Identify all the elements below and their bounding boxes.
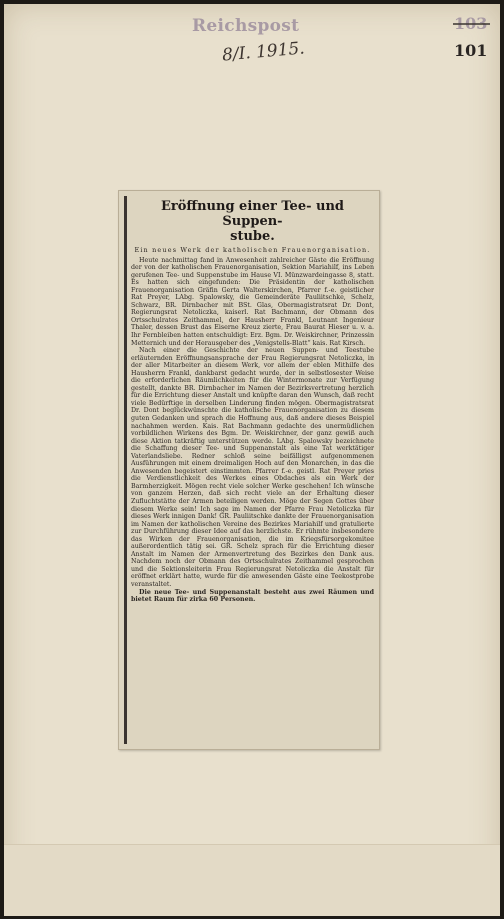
headline-line-1: Eröffnung einer Tee- und Suppen- [160,199,344,229]
crossed-page-number-text: 103 [454,14,488,33]
newspaper-clipping [118,190,380,750]
article [131,195,374,745]
article-paragraph: Heute nachmittag fand in Anwesenheit zahlreicher Gäste die Eröffnung der von der katholischen Frauenorganisation, Sektion Mariahilf, ins Leben gerufenen Tee- und Suppenstube im Hause VI. Münzwardeingasse 8, statt. Es hatten sich eingefunden: Die Präsidentin der katholischen Frauenorganisation Gräfin Gerta Walterskirchen, Pfarrer f.-e. geistlicher Rat Preyer, LAbg. Spalowsky, die Gemeinderäte Pauliitschke, Schelz, Schwarz, BR. Dirnbacher mit BSt. Glas, Obermagistratsrat Dr. Dont, Regierungsrat Netoliczka, kaiserl. Rat Bachmann, der Obmann des Ortsschulrates Zeithammel, der Hausherr Frankl, Leutnant Ingenieur Thaler, dessen Brust das Eiserne Kreuz zierte, Frau Baurat Hieser u. v. a. Ihr Fernbleiben hatten entschuldigt: Erz. Bgm. Dr. Weiskirchner, Prinzessin Metternich und der Herausgeber des „Venigstells-Blatt“ kais. Rat Kirsch. [131,256,374,347]
archive-page [4,4,500,915]
article-subhead: Ein neues Werk der katholischen Frauenorganisation. [134,246,371,254]
strike-through-mark [453,21,491,27]
article-paragraph: Nach einer die Geschichte der neuen Suppen- und Teestube erläuternden Eröffnungsansprache der Frau Regierungsrat Netoliczka, in der aller Mitarbeiter an diesem Werk, vor allem der eblen Mithilfe des Hausherrn Frankl, dankbarst gedacht wurde, der in selbstlosester Weise die erforderlichen Räumlichkeiten für die Wintermonate zur Verfügung gestellt, dankte BR. Dirnbacher im Namen der Bezirksvertretung herzlich für die Errichtung dieser Anstalt und knüpfte daran den Wunsch, daß recht viele Bedürftige in derselben Linderung finden mögen. Obermagistratsrat Dr. Dont beglückwünschte die katholische Frauenorganisation zu diesem guten Gedanken und sprach die Hoffnung aus, daß andere dieses Beispiel nachahmen werden. Kais. Rat Bachmann gedachte des unermüdlichen vorbildlichen Wirkens des Bgm. Dr. Weiskirchner, der ganz gewiß auch diese Aktion tatkräftig unterstützen werde. LAbg. Spalowsky bezeichnete die Schaffung dieser Tee- und Suppenanstalt als eine Tat werktätiger Vaterlandsliebe. Redner schloß seine beifälligst aufgenommenen Ausführungen mit einem dreimaligen Hoch auf den Monarchen, in das die Anwesenden begeistert einstimmten. Pfarrer f.-e. geistl. Rat Preyer pries die Verdienstlichkeit des Werkes eines Obdaches als ein Werk der Barmherzigkeit. Mögen recht viele solcher Werke geschehen! Ich wünsche von ganzem Herzen, daß sich recht viele an der Erhaltung dieser Zufluchtstätte der Armen beteiligen werden. Möge der Segen Gottes über diesem Werke sein! Ich sage im Namen der Pfarre Frau Netoliczka für dieses Werk innigen Dank! GR. Pauliitschke dankte der Frauenorganisation im Namen der katholischen Vereine des Bezirkes Mariahilf und gratulierte zur Durchführung dieser Idee auf das herzlichste. Er rühmte insbesondere das Wirken der Frauenorganisation, die im Kriegsfürsorgekomitee außerordentlich tätig sei. GR. Schelz sprach für die Errichtung dieser Anstalt im Namen der Armenvertretung des Bezirkes den Dank aus. Nachdem noch der Obmann des Ortsschulrates Zeithammel gesprochen und die Sektionsleiterin Frau Regierungsrat Netoliczka die Anstalt für eröffnet erklärt hatte, wurde für die anwesenden Gäste eine Teekostprobe veranstaltet. [131,347,374,589]
headline-line-2: stube. [230,229,275,244]
clipping-column-rule [124,196,127,744]
article-body [131,257,374,604]
article-headline [131,199,374,244]
newspaper-masthead: Reichspost [192,16,300,36]
handwritten-date: 8/I. 1915. [221,38,306,66]
article-paragraph: Die neue Tee- und Suppenanstalt besteht aus zwei Räumen und bietet Raum für zirka 60 Personen. [131,588,374,604]
crossed-page-number [454,14,487,33]
backing-sheet [4,844,500,916]
page-number: 101 [454,41,488,60]
